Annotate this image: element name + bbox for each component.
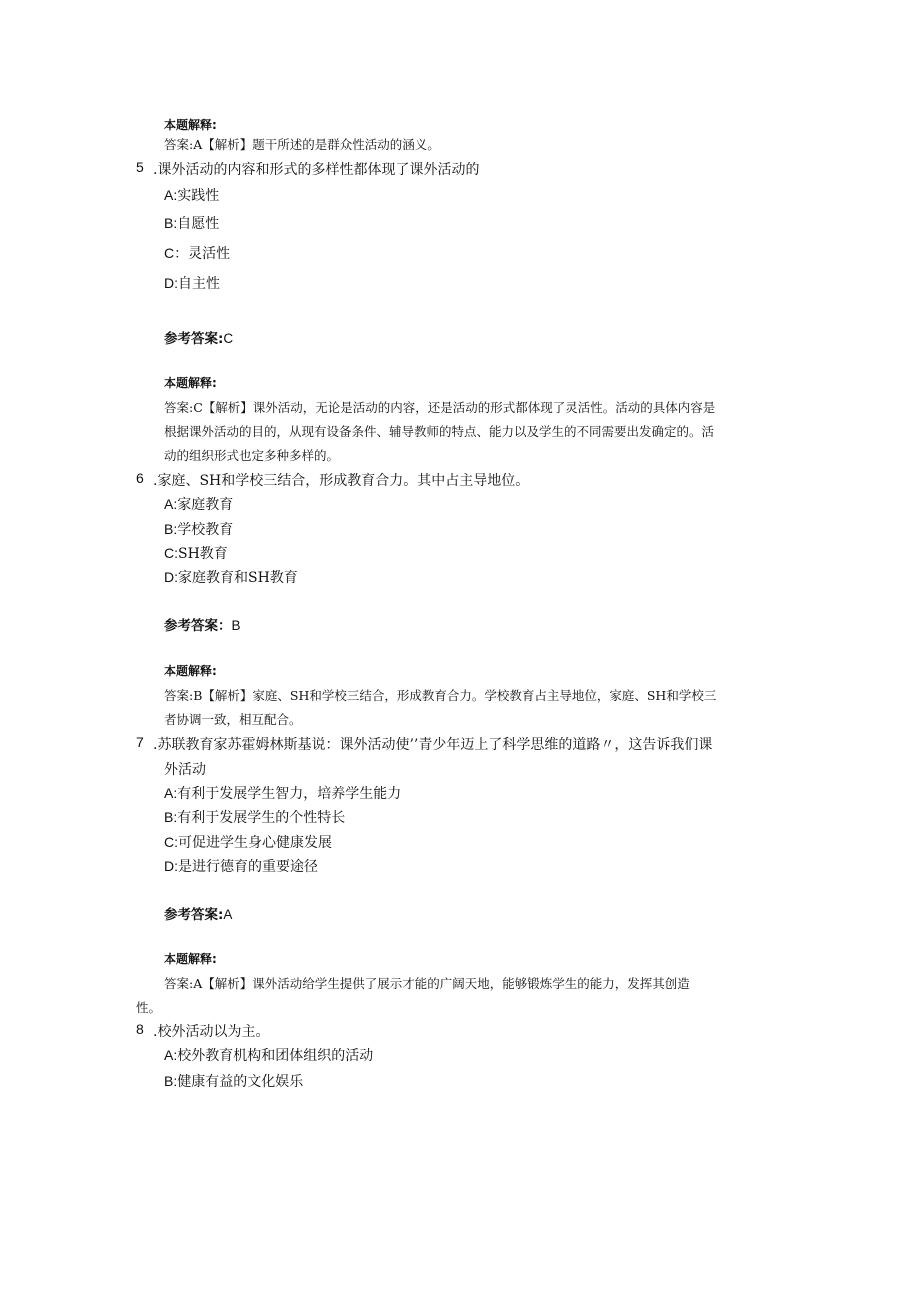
option-a — [164, 185, 219, 205]
option-text: 学校教育 — [177, 522, 234, 538]
option-text: 可促进学生身心健康发展 — [178, 835, 332, 851]
option-label: B: — [164, 521, 178, 537]
option-b — [164, 519, 233, 539]
reference-answer — [164, 903, 232, 923]
option-c — [164, 832, 332, 852]
answer-label: 参考答案: — [164, 907, 224, 923]
option-label: A: — [164, 496, 178, 512]
option-label: A: — [164, 187, 178, 203]
option-text: 家庭教育和SH教育 — [178, 570, 298, 586]
option-label: B: — [164, 1073, 178, 1089]
option-label: A: — [164, 1047, 178, 1063]
explanation-line: 动的组织形式也定多种多样的。 — [164, 448, 340, 463]
option-text: 是进行德育的重要途径 — [178, 859, 318, 875]
option-label: D: — [164, 569, 178, 585]
option-label: B: — [164, 215, 178, 231]
option-a — [164, 783, 401, 803]
explanation-line: 根据课外活动的目的，从现有设备条件、辅导教师的特点、能力以及学生的不同需要出发确定的。活 — [164, 424, 715, 439]
answer-value: A — [223, 907, 233, 922]
option-c — [164, 243, 230, 263]
reference-answer — [164, 614, 241, 634]
option-text: 灵活性 — [188, 246, 231, 262]
question-stem: .校外活动以为主。 — [153, 1024, 270, 1040]
explanation-title: 本题解释: — [164, 376, 217, 390]
reference-answer — [164, 327, 233, 347]
option-text: 自愿性 — [177, 216, 220, 232]
option-c — [164, 543, 228, 563]
explanation-line: 答案:B【解析】家庭、SH和学校三结合，形成教育合力。学校教育占主导地位，家庭、SH和学校三 — [164, 688, 717, 703]
question-number: 5 — [136, 159, 144, 175]
option-label: C: — [164, 834, 178, 850]
option-text: 家庭教育 — [177, 497, 234, 513]
option-label: C： — [164, 245, 189, 261]
explanation-line: 性。 — [136, 1000, 162, 1015]
answer-value: C — [223, 331, 234, 346]
explanation-line: 答案:A【解析】题干所述的是群众性活动的涵义。 — [164, 137, 440, 152]
option-label: A: — [164, 785, 178, 801]
answer-value: B — [231, 618, 241, 633]
question-number: 6 — [136, 470, 144, 486]
option-label: D: — [164, 858, 178, 874]
option-a — [164, 1045, 373, 1065]
explanation-line: 答案:A【解析】课外活动给学生提供了展示才能的广阔天地，能够锻炼学生的能力，发挥其创造 — [164, 976, 690, 991]
option-text: 有利于发展学生智力，培养学生能力 — [177, 786, 402, 802]
option-text: 有利于发展学生的个性特长 — [177, 810, 346, 826]
option-d — [164, 567, 298, 587]
answer-label: 参考答案： — [164, 618, 232, 634]
explanation-line: 者协调一致，相互配合。 — [164, 712, 302, 727]
option-text: 校外教育机构和团体组织的活动 — [177, 1048, 374, 1064]
option-a — [164, 494, 233, 514]
question-stem: .家庭、SH和学校三结合，形成教育合力。其中占主导地位。 — [153, 473, 530, 489]
option-d — [164, 273, 220, 293]
option-b — [164, 807, 345, 827]
option-label: D: — [164, 275, 178, 291]
question-stem: 外活动 — [164, 762, 206, 778]
question-number: 8 — [136, 1021, 144, 1037]
question-stem: .课外活动的内容和形式的多样性都体现了课外活动的 — [153, 162, 480, 178]
answer-label: 参考答案: — [164, 331, 224, 347]
option-text: SH教育 — [178, 546, 228, 562]
option-text: 健康有益的文化娱乐 — [177, 1074, 304, 1090]
option-d — [164, 856, 318, 876]
question-stem: .苏联教育家苏霍姆林斯基说：课外活动使’’青少年迈上了科学思维的道路〃，这告诉我们课 — [153, 737, 713, 753]
option-text: 实践性 — [177, 188, 220, 204]
question-number: 7 — [136, 734, 144, 750]
explanation-title: 本题解释: — [164, 952, 217, 966]
explanation-title: 本题解释: — [164, 118, 217, 132]
option-b — [164, 213, 219, 233]
explanation-title: 本题解释: — [164, 664, 217, 678]
option-label: B: — [164, 809, 178, 825]
explanation-line: 答案:C【解析】课外活动，无论是活动的内容，还是活动的形式都体现了灵活性。活动的具体内容是 — [164, 400, 716, 415]
option-text: 自主性 — [178, 276, 220, 292]
option-b — [164, 1071, 303, 1091]
option-label: C: — [164, 545, 178, 561]
